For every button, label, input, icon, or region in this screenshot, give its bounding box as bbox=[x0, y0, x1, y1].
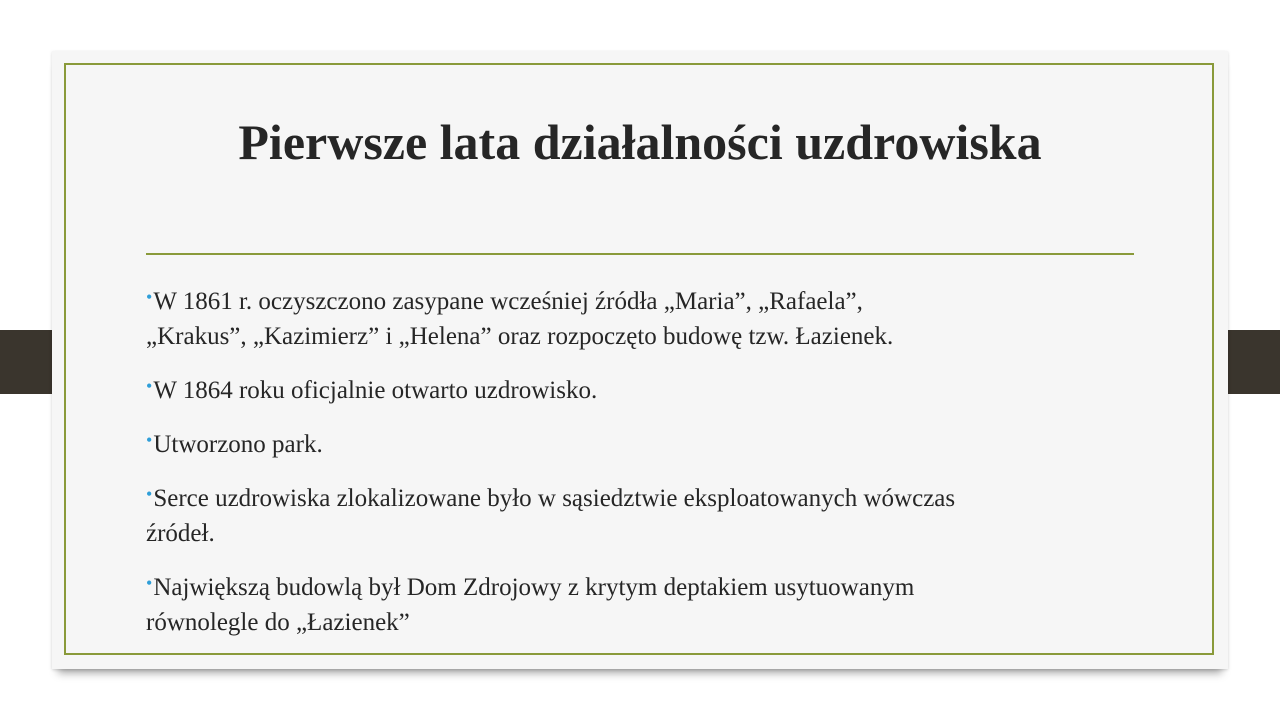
bullet-text-line: źródeł. bbox=[146, 520, 215, 547]
bullet-text-line: W 1861 r. oczyszczono zasypane wcześniej źródła „Maria”, „Rafaela”, bbox=[153, 288, 863, 315]
bullet-item bbox=[146, 423, 1146, 462]
bullet-icon: • bbox=[146, 376, 153, 396]
bullet-item bbox=[146, 566, 1146, 640]
bullet-icon: • bbox=[146, 287, 153, 307]
bullet-text-line: Utworzono park. bbox=[153, 431, 323, 458]
slide-card bbox=[52, 51, 1228, 669]
bullet-icon: • bbox=[146, 484, 153, 504]
bullet-item bbox=[146, 477, 1146, 551]
bullet-item bbox=[146, 369, 1146, 408]
slide-title: Pierwsze lata działalności uzdrowiska bbox=[238, 114, 1042, 170]
bullet-icon: • bbox=[146, 573, 153, 593]
bullet-text-line: „Krakus”, „Kazimierz” i „Helena” oraz rozpoczęto budowę tzw. Łazienek. bbox=[146, 323, 894, 350]
bullet-icon: • bbox=[146, 430, 153, 450]
title-divider bbox=[146, 253, 1134, 255]
bullet-text-line: równolegle do „Łazienek” bbox=[146, 609, 410, 636]
bullet-text-line: Największą budowlą był Dom Zdrojowy z krytym deptakiem usytuowanym bbox=[153, 574, 915, 601]
bullet-list bbox=[146, 280, 1146, 655]
bullet-text-line: W 1864 roku oficjalnie otwarto uzdrowisko. bbox=[153, 377, 598, 404]
bullet-item bbox=[146, 280, 1146, 354]
bullet-text-line: Serce uzdrowiska zlokalizowane było w sąsiedztwie eksploatowanych wówczas bbox=[153, 485, 956, 512]
